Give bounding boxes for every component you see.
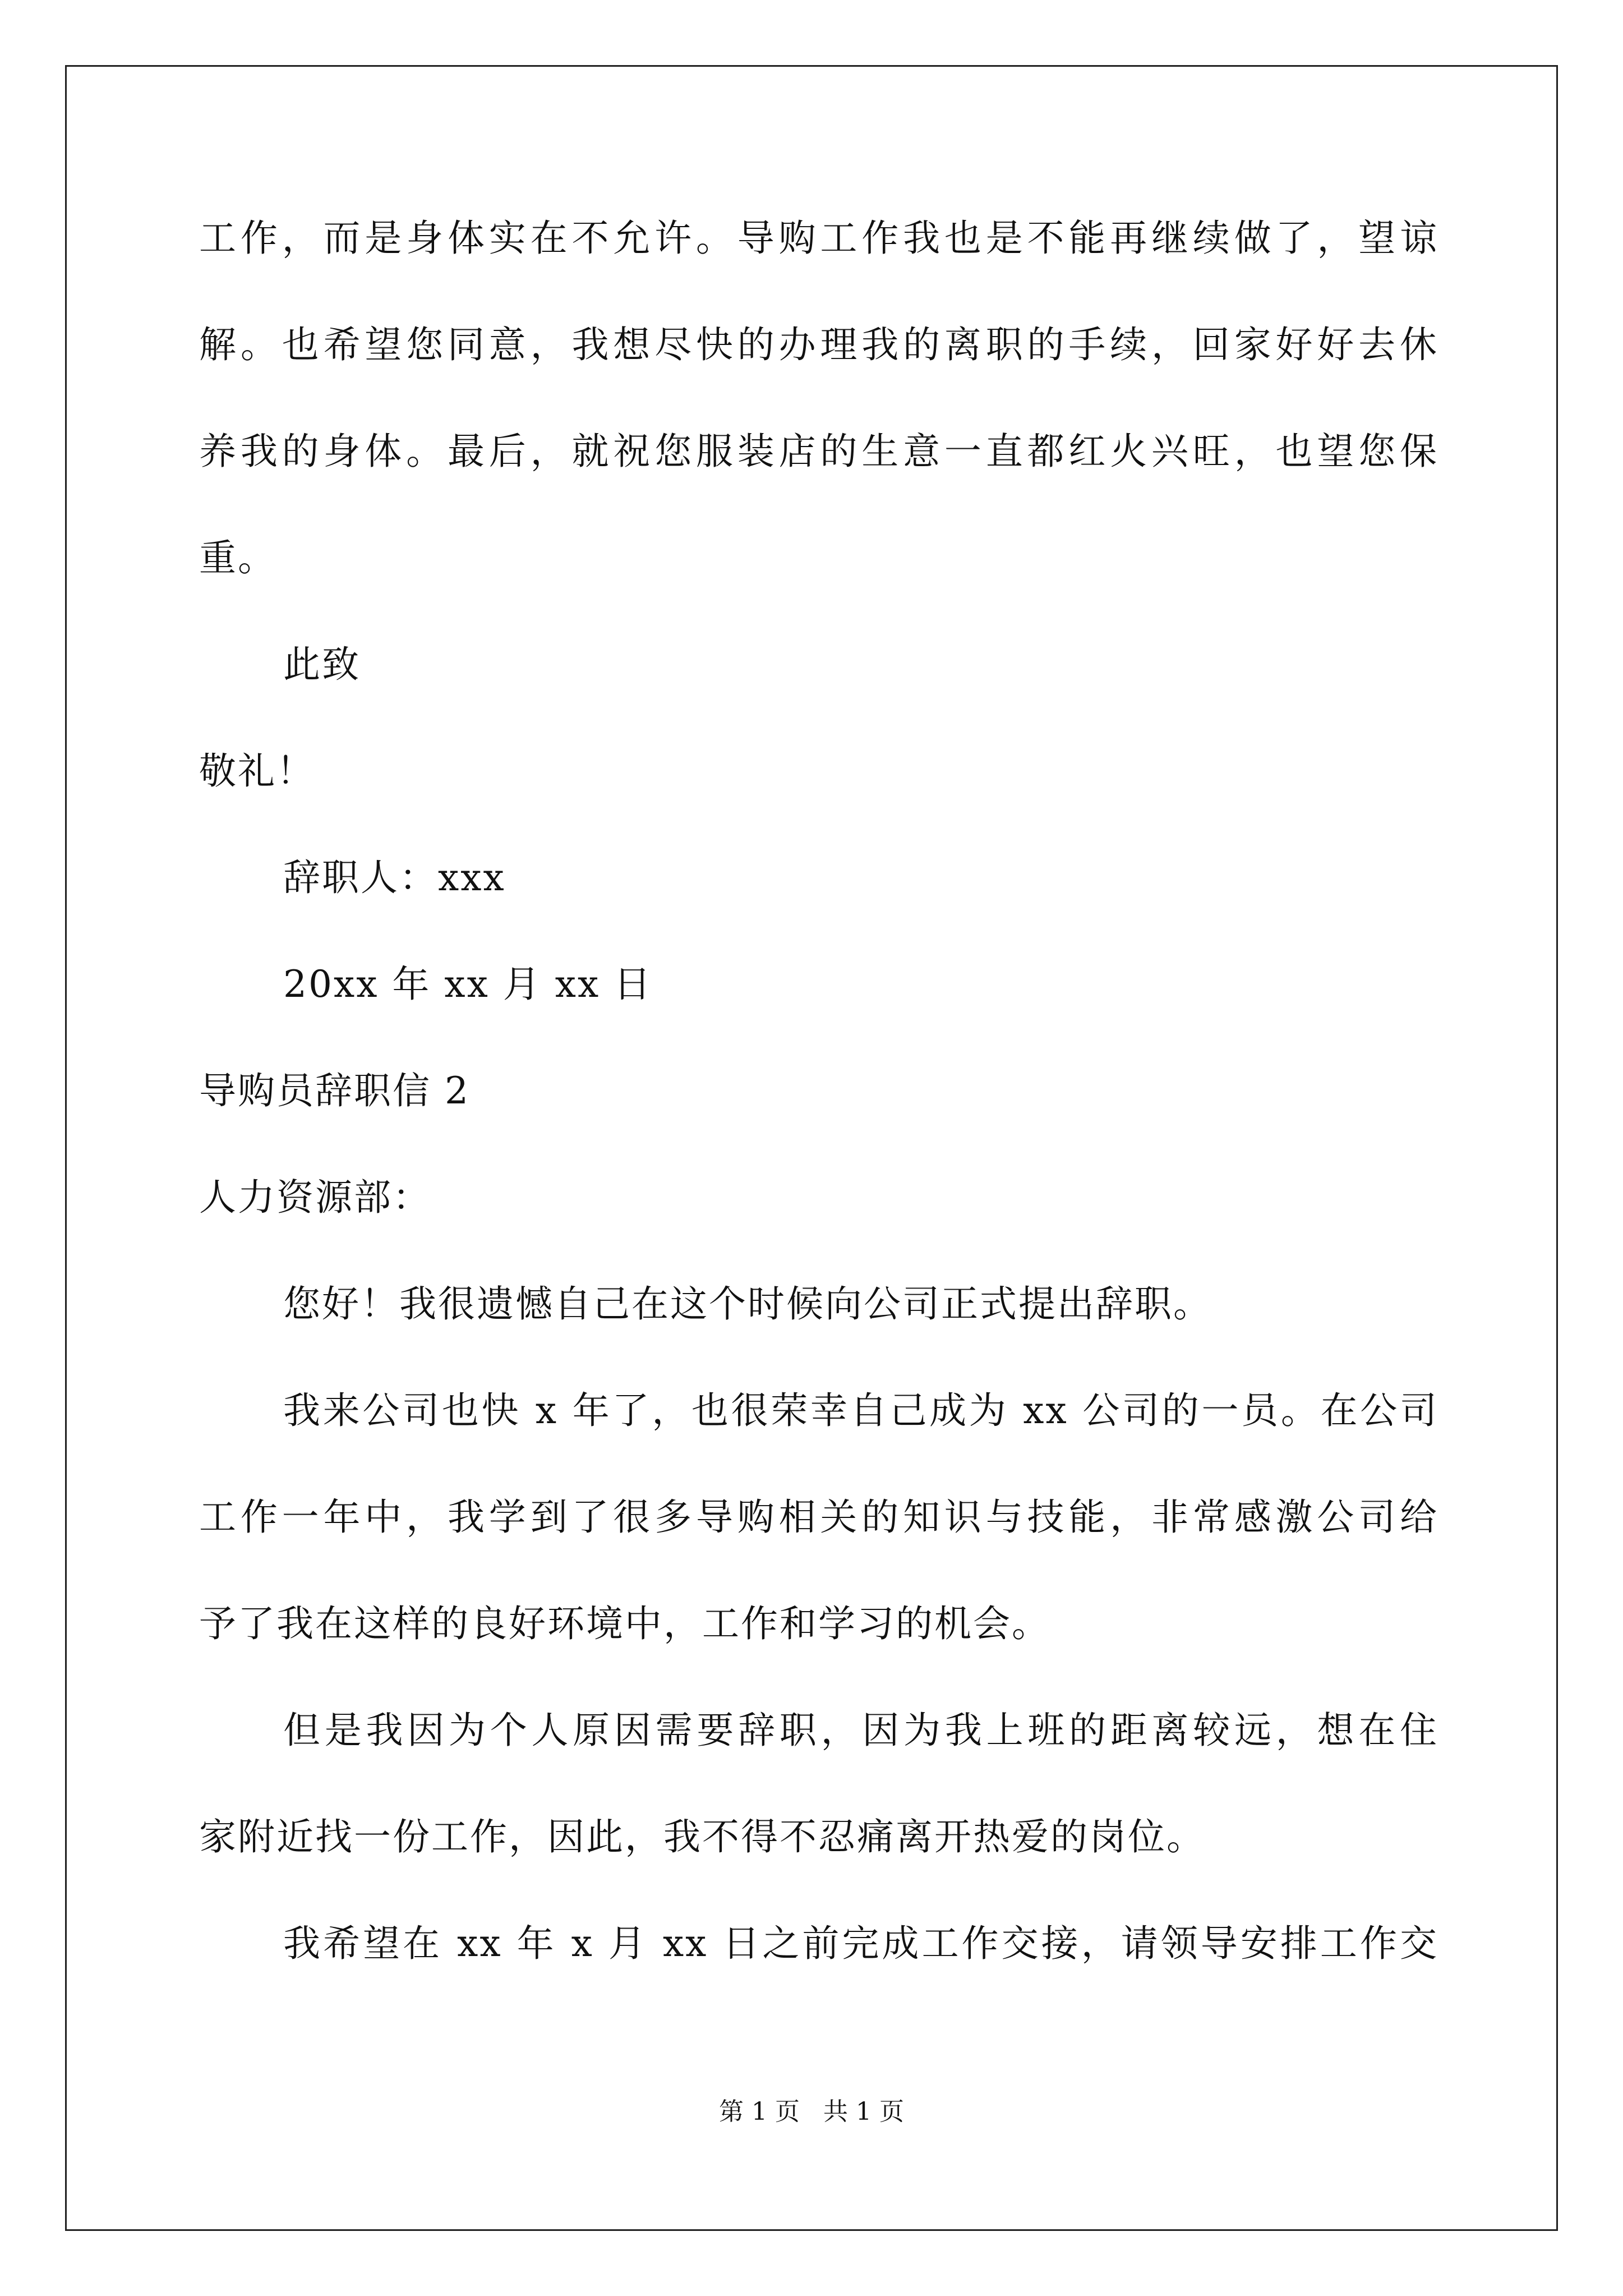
paragraph-line: 我来公司也快 x 年了，也很荣幸自己成为 xx 公司的一员。在公司 bbox=[283, 1389, 1438, 1432]
section-title: 导购员辞职信 2 bbox=[199, 1069, 470, 1112]
closing-regards: 敬礼！ bbox=[199, 749, 315, 793]
paragraph-line: 我希望在 xx 年 x 月 xx 日之前完成工作交接，请领导安排工作交 bbox=[283, 1922, 1438, 1965]
signature-date: 20xx 年 xx 月 xx 日 bbox=[283, 963, 653, 1006]
paragraph-line: 您好！我很遗憾自己在这个时候向公司正式提出辞职。 bbox=[283, 1282, 1212, 1326]
page-number-footer: 第 1 页 共 1 页 bbox=[719, 2097, 904, 2126]
paragraph-line: 工作一年中，我学到了很多导购相关的知识与技能，非常感激公司给 bbox=[199, 1496, 1438, 1539]
paragraph-line: 养我的身体。最后，就祝您服装店的生意一直都红火兴旺，也望您保 bbox=[199, 430, 1438, 473]
paragraph-line: 重。 bbox=[199, 536, 276, 579]
paragraph-line: 工作，而是身体实在不允许。导购工作我也是不能再继续做了，望谅 bbox=[199, 217, 1438, 260]
page-border bbox=[65, 65, 1558, 2231]
paragraph-line: 解。也希望您同意，我想尽快的办理我的离职的手续，回家好好去休 bbox=[199, 323, 1438, 366]
paragraph-line: 予了我在这样的良好环境中，工作和学习的机会。 bbox=[199, 1602, 1050, 1645]
recipient-line: 人力资源部： bbox=[199, 1176, 431, 1219]
signature-name: 辞职人：xxx bbox=[283, 856, 506, 899]
paragraph-line: 家附近找一份工作，因此，我不得不忍痛离开热爱的岗位。 bbox=[199, 1815, 1205, 1858]
closing-salutation: 此致 bbox=[283, 643, 361, 686]
paragraph-line: 但是我因为个人原因需要辞职，因为我上班的距离较远，想在住 bbox=[283, 1709, 1438, 1752]
